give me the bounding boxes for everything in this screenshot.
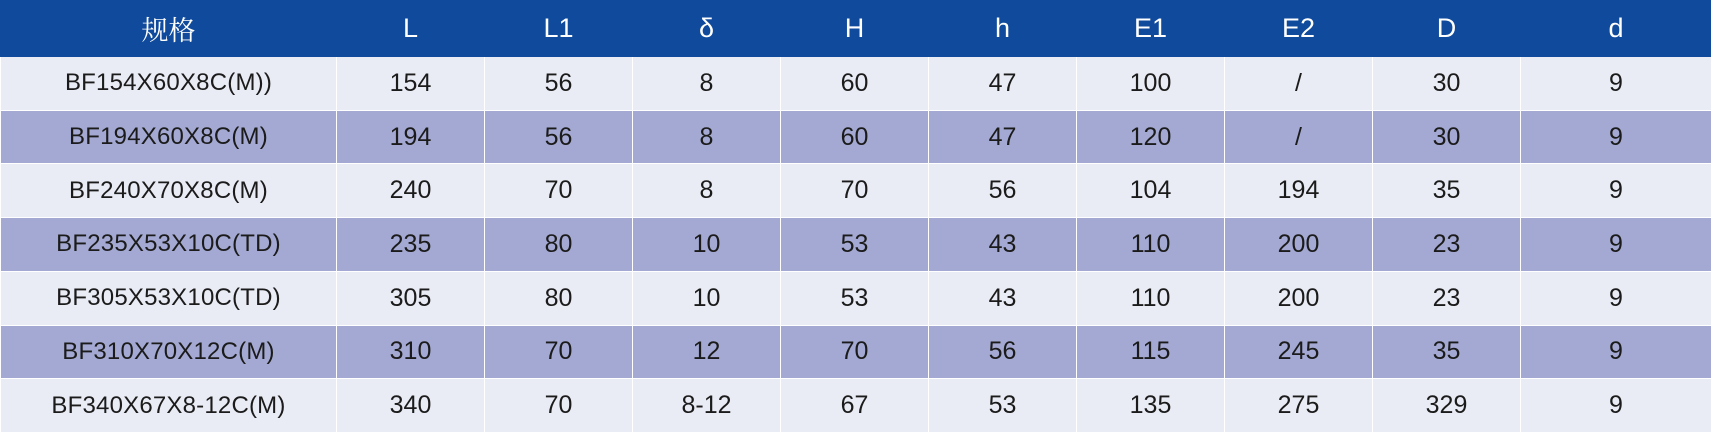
cell-e2: 245 — [1225, 325, 1373, 379]
cell-spec: BF305X53X10C(TD) — [1, 271, 337, 325]
cell-l1: 80 — [485, 218, 633, 272]
cell-d-upper: 329 — [1373, 379, 1521, 433]
cell-d-upper: 35 — [1373, 325, 1521, 379]
table-body — [1, 57, 1711, 433]
column-header-d-lower: d — [1521, 1, 1711, 57]
column-header-d-upper: D — [1373, 1, 1521, 57]
column-header-l1: L1 — [485, 1, 633, 57]
table-header-row — [1, 1, 1711, 57]
cell-h-upper: 53 — [781, 271, 929, 325]
table-row — [1, 57, 1711, 111]
cell-e1: 115 — [1077, 325, 1225, 379]
cell-d-lower: 9 — [1521, 164, 1711, 218]
cell-h-lower: 53 — [929, 379, 1077, 433]
cell-d-lower: 9 — [1521, 379, 1711, 433]
cell-e1: 110 — [1077, 218, 1225, 272]
cell-delta: 8-12 — [633, 379, 781, 433]
cell-spec: BF310X70X12C(M) — [1, 325, 337, 379]
cell-l: 194 — [337, 110, 485, 164]
cell-spec: BF340X67X8-12C(M) — [1, 379, 337, 433]
cell-d-upper: 23 — [1373, 271, 1521, 325]
cell-spec: BF154X60X8C(M)) — [1, 57, 337, 111]
cell-spec: BF194X60X8C(M) — [1, 110, 337, 164]
cell-e2: 200 — [1225, 271, 1373, 325]
cell-d-upper: 35 — [1373, 164, 1521, 218]
cell-l1: 80 — [485, 271, 633, 325]
table-row — [1, 218, 1711, 272]
cell-e1: 120 — [1077, 110, 1225, 164]
table-row — [1, 325, 1711, 379]
cell-spec: BF240X70X8C(M) — [1, 164, 337, 218]
cell-l1: 56 — [485, 110, 633, 164]
cell-l: 340 — [337, 379, 485, 433]
cell-l: 235 — [337, 218, 485, 272]
cell-l1: 56 — [485, 57, 633, 111]
cell-e2: / — [1225, 110, 1373, 164]
cell-l: 310 — [337, 325, 485, 379]
cell-h-lower: 56 — [929, 325, 1077, 379]
column-header-e1: E1 — [1077, 1, 1225, 57]
cell-d-lower: 9 — [1521, 325, 1711, 379]
cell-e1: 104 — [1077, 164, 1225, 218]
table-row — [1, 110, 1711, 164]
cell-l1: 70 — [485, 379, 633, 433]
cell-e1: 100 — [1077, 57, 1225, 111]
cell-d-upper: 23 — [1373, 218, 1521, 272]
column-header-delta: δ — [633, 1, 781, 57]
cell-d-lower: 9 — [1521, 57, 1711, 111]
cell-e1: 135 — [1077, 379, 1225, 433]
cell-h-lower: 47 — [929, 110, 1077, 164]
cell-h-lower: 47 — [929, 57, 1077, 111]
column-header-e2: E2 — [1225, 1, 1373, 57]
cell-d-lower: 9 — [1521, 110, 1711, 164]
cell-d-upper: 30 — [1373, 57, 1521, 111]
cell-h-upper: 67 — [781, 379, 929, 433]
column-header-l: L — [337, 1, 485, 57]
cell-delta: 8 — [633, 110, 781, 164]
cell-e1: 110 — [1077, 271, 1225, 325]
cell-l1: 70 — [485, 325, 633, 379]
cell-delta: 12 — [633, 325, 781, 379]
cell-h-upper: 60 — [781, 57, 929, 111]
cell-l: 240 — [337, 164, 485, 218]
table-row — [1, 164, 1711, 218]
cell-l: 154 — [337, 57, 485, 111]
cell-d-upper: 30 — [1373, 110, 1521, 164]
cell-h-upper: 60 — [781, 110, 929, 164]
cell-e2: 194 — [1225, 164, 1373, 218]
column-header-spec: 规格 — [1, 1, 337, 57]
table-row — [1, 271, 1711, 325]
cell-h-upper: 70 — [781, 164, 929, 218]
cell-e2: 275 — [1225, 379, 1373, 433]
cell-e2: 200 — [1225, 218, 1373, 272]
cell-d-lower: 9 — [1521, 218, 1711, 272]
cell-l1: 70 — [485, 164, 633, 218]
cell-h-lower: 43 — [929, 271, 1077, 325]
column-header-h-upper: H — [781, 1, 929, 57]
cell-spec: BF235X53X10C(TD) — [1, 218, 337, 272]
cell-delta: 10 — [633, 218, 781, 272]
cell-h-upper: 53 — [781, 218, 929, 272]
cell-e2: / — [1225, 57, 1373, 111]
cell-h-lower: 43 — [929, 218, 1077, 272]
table-row — [1, 379, 1711, 433]
cell-delta: 8 — [633, 57, 781, 111]
cell-delta: 8 — [633, 164, 781, 218]
cell-h-lower: 56 — [929, 164, 1077, 218]
cell-delta: 10 — [633, 271, 781, 325]
cell-d-lower: 9 — [1521, 271, 1711, 325]
cell-h-upper: 70 — [781, 325, 929, 379]
cell-l: 305 — [337, 271, 485, 325]
column-header-h-lower: h — [929, 1, 1077, 57]
table-header — [1, 1, 1711, 57]
